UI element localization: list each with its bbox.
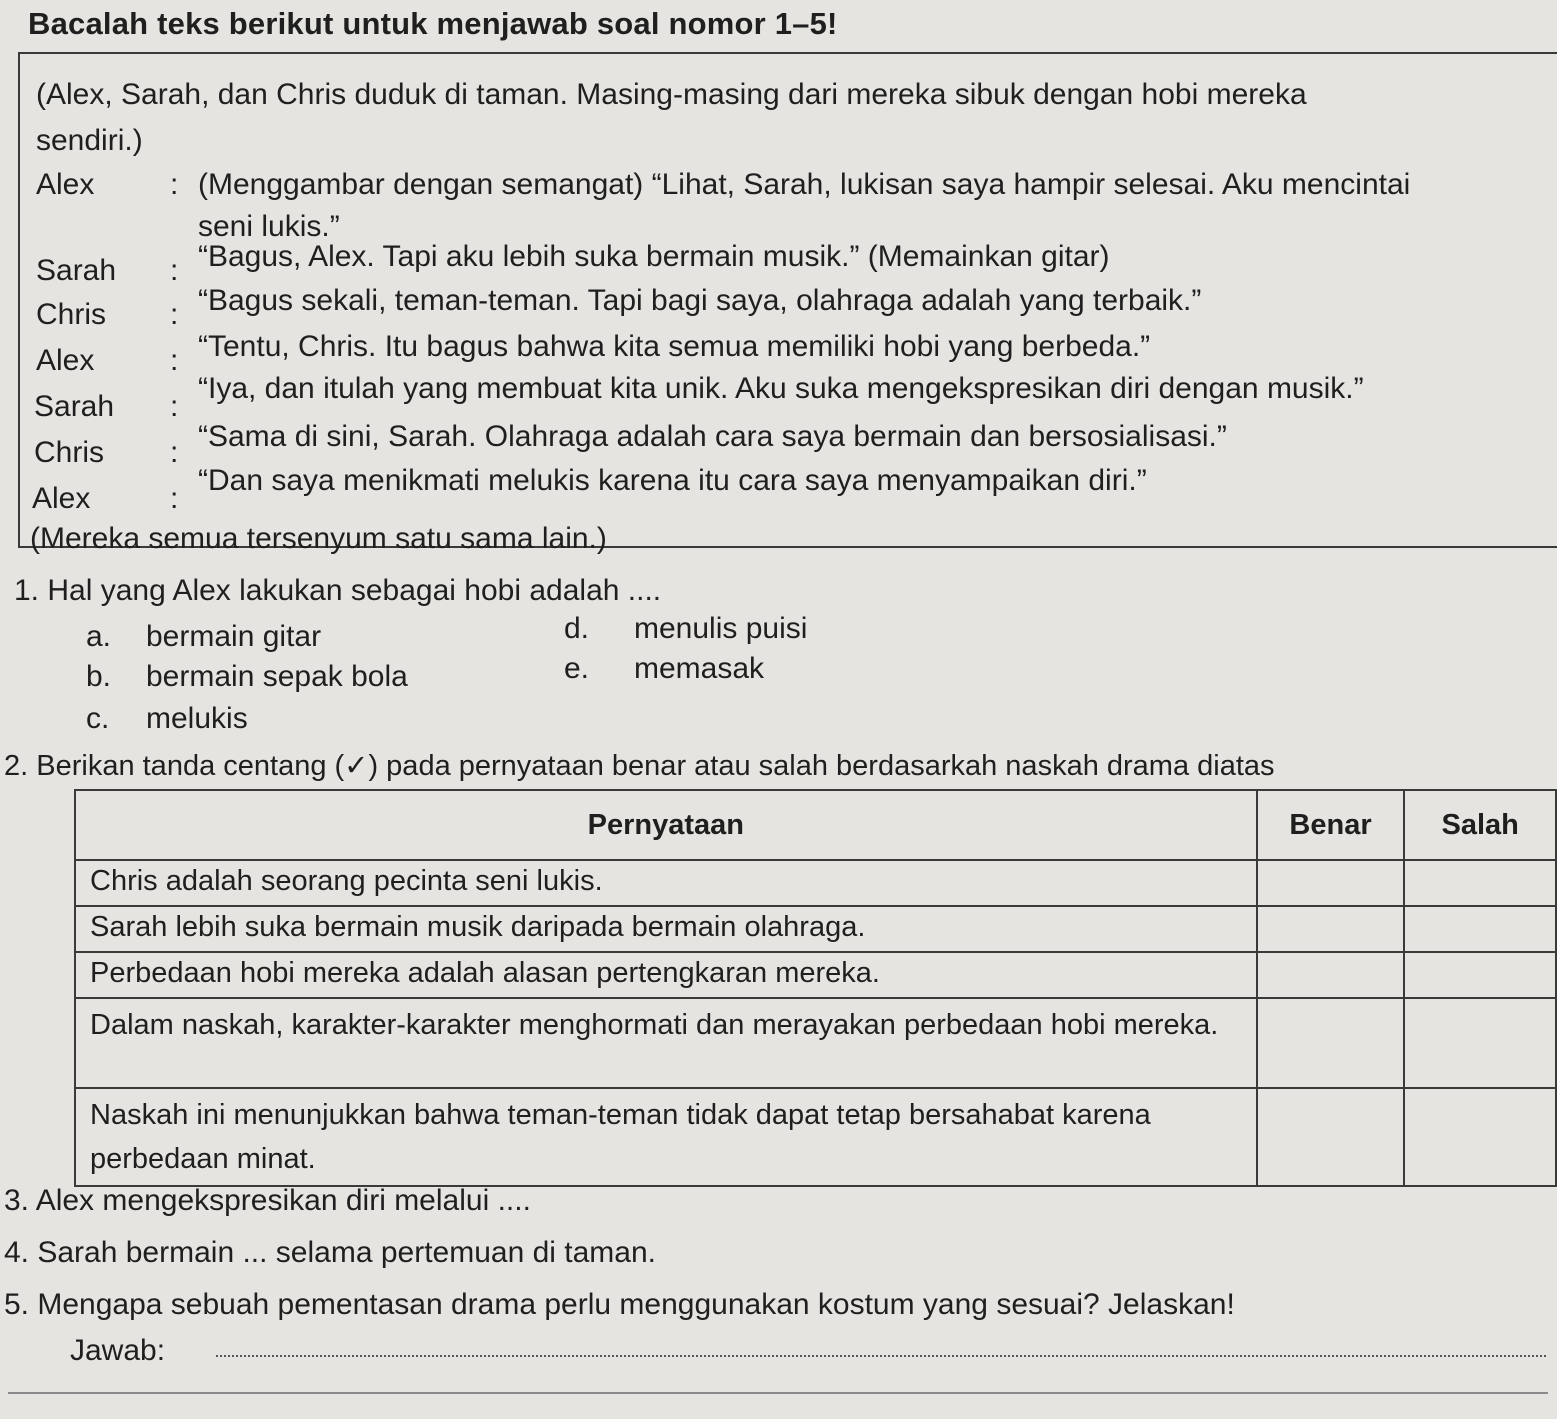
dialog-colon: :	[170, 482, 179, 515]
table-row	[75, 906, 1556, 952]
header-statement: Pernyataan	[75, 790, 1257, 860]
dialog-colon: :	[170, 298, 179, 331]
option-letter: a.	[86, 620, 112, 653]
answer-line[interactable]	[216, 1355, 1546, 1357]
speaker-sarah: Sarah	[36, 254, 117, 287]
dialog-line-continued: seni lukis.”	[198, 210, 340, 243]
speaker-alex: Alex	[36, 168, 95, 201]
option-a	[86, 620, 321, 654]
false-checkbox-cell[interactable]	[1404, 998, 1556, 1088]
option-c	[86, 702, 248, 736]
question-3: 3. Alex mengekspresikan diri melalui ....	[4, 1184, 531, 1217]
option-letter: c.	[86, 702, 110, 735]
true-checkbox-cell[interactable]	[1257, 998, 1405, 1088]
dialog-line: “Dan saya menikmati melukis karena itu cara saya menyampaikan diri.”	[198, 464, 1147, 497]
dialog-line: (Menggambar dengan semangat) “Lihat, Sarah, lukisan saya hampir selesai. Aku mencintai	[198, 168, 1411, 201]
answer-label: Jawab:	[70, 1334, 166, 1367]
instruction-title: Bacalah teks berikut untuk menjawab soal nomor 1–5!	[28, 6, 838, 41]
statement-cell: Naskah ini menunjukkan bahwa teman-teman tidak dapat tetap bersahabat karena perbedaan minat.	[75, 1088, 1257, 1186]
option-letter: e.	[564, 652, 590, 685]
dialog-line: “Bagus, Alex. Tapi aku lebih suka bermain musik.” (Memainkan gitar)	[198, 240, 1110, 273]
false-checkbox-cell[interactable]	[1404, 906, 1556, 952]
option-text: menulis puisi	[634, 612, 808, 645]
question-4: 4. Sarah bermain ... selama pertemuan di taman.	[4, 1236, 657, 1269]
speaker-alex: Alex	[32, 482, 91, 515]
speaker-alex: Alex	[36, 344, 95, 377]
option-text: melukis	[146, 702, 248, 735]
dialog-colon: :	[170, 436, 179, 469]
question-2: 2. Berikan tanda centang (✓) pada pernyataan benar atau salah berdasarkah naskah drama diatas	[4, 750, 1275, 782]
table-row	[75, 860, 1556, 906]
question-1: 1. Hal yang Alex lakukan sebagai hobi adalah ....	[14, 574, 662, 607]
drama-intro-line1: (Alex, Sarah, dan Chris duduk di taman. Masing-masing dari mereka sibuk dengan hobi mereka	[36, 78, 1307, 111]
true-checkbox-cell[interactable]	[1257, 906, 1405, 952]
table-row	[75, 998, 1556, 1088]
dialog-colon: :	[170, 254, 179, 287]
table-header-row	[75, 790, 1556, 860]
option-letter: b.	[86, 660, 112, 693]
statement-cell: Dalam naskah, karakter-karakter menghormati dan merayakan perbedaan hobi mereka.	[75, 998, 1257, 1088]
option-letter: d.	[564, 612, 590, 645]
speaker-chris: Chris	[36, 298, 107, 331]
dialog-line: “Tentu, Chris. Itu bagus bahwa kita semua memiliki hobi yang berbeda.”	[198, 330, 1151, 363]
drama-outro: (Mereka semua tersenyum satu sama lain.)	[30, 522, 607, 555]
true-false-table	[74, 789, 1557, 1187]
false-checkbox-cell[interactable]	[1404, 1088, 1556, 1186]
true-checkbox-cell[interactable]	[1257, 952, 1405, 998]
drama-intro-line2: sendiri.)	[36, 124, 143, 157]
table-row	[75, 1088, 1556, 1186]
table-row	[75, 952, 1556, 998]
option-text: bermain gitar	[146, 620, 322, 653]
dialog-colon: :	[170, 344, 179, 377]
speaker-chris: Chris	[34, 436, 105, 469]
dialog-line: “Sama di sini, Sarah. Olahraga adalah cara saya bermain dan bersosialisasi.”	[198, 420, 1227, 453]
statement-cell: Sarah lebih suka bermain musik daripada bermain olahraga.	[75, 906, 1257, 952]
dialog-colon: :	[170, 168, 179, 201]
option-e	[564, 652, 764, 686]
dialog-colon: :	[170, 390, 179, 423]
speaker-sarah: Sarah	[34, 390, 115, 423]
true-checkbox-cell[interactable]	[1257, 860, 1405, 906]
option-b	[86, 660, 408, 694]
option-text: bermain sepak bola	[146, 660, 408, 693]
header-false: Salah	[1404, 790, 1556, 860]
false-checkbox-cell[interactable]	[1404, 860, 1556, 906]
statement-cell: Chris adalah seorang pecinta seni lukis.	[75, 860, 1257, 906]
dialog-line: “Bagus sekali, teman-teman. Tapi bagi saya, olahraga adalah yang terbaik.”	[198, 284, 1202, 317]
dialog-line: “Iya, dan itulah yang membuat kita unik. Aku suka mengekspresikan diri dengan musik.”	[198, 372, 1364, 405]
option-d	[564, 612, 807, 646]
statement-cell: Perbedaan hobi mereka adalah alasan pertengkaran mereka.	[75, 952, 1257, 998]
header-true: Benar	[1257, 790, 1405, 860]
true-checkbox-cell[interactable]	[1257, 1088, 1405, 1186]
question-5: 5. Mengapa sebuah pementasan drama perlu menggunakan kostum yang sesuai? Jelaskan!	[4, 1288, 1235, 1321]
false-checkbox-cell[interactable]	[1404, 952, 1556, 998]
divider	[8, 1392, 1548, 1394]
option-text: memasak	[634, 652, 765, 685]
